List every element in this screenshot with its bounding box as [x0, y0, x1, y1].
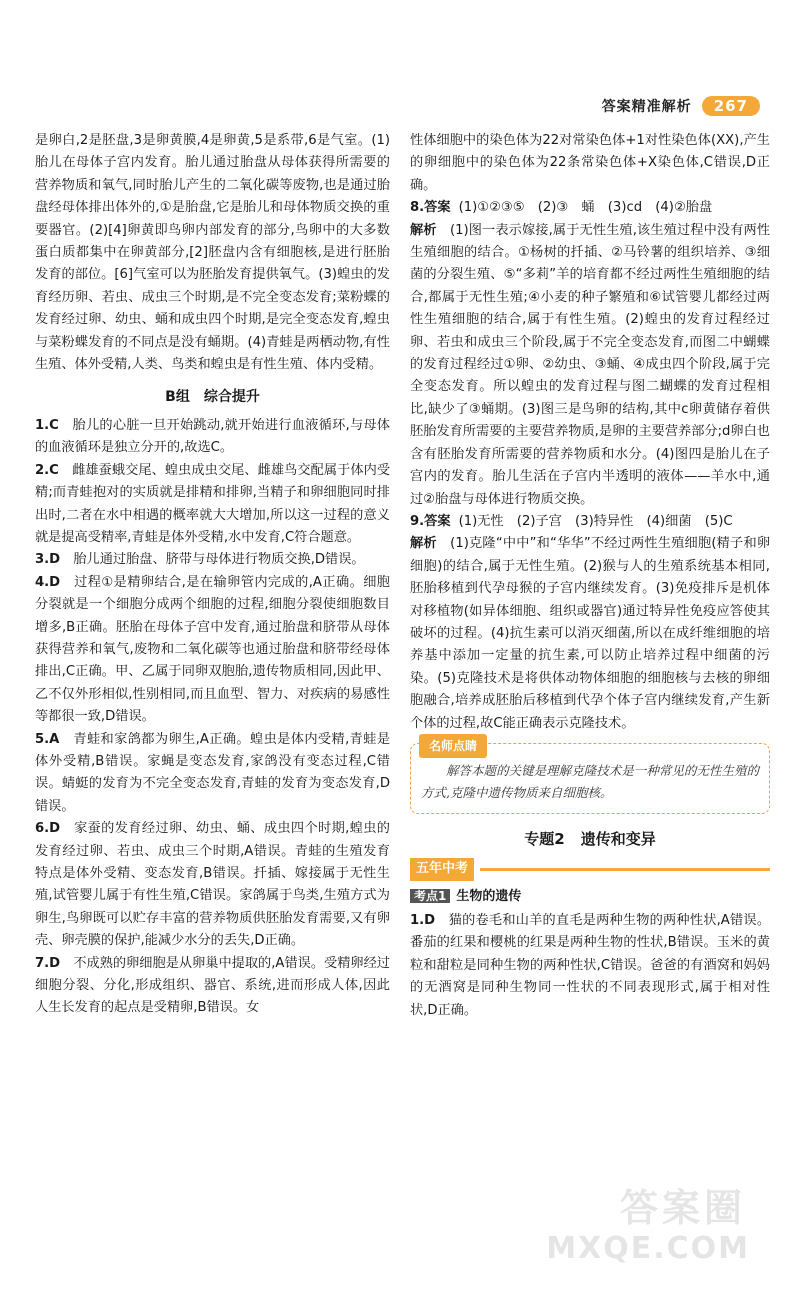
- answer-item: [35, 415, 390, 460]
- item-number: 6.D: [35, 821, 61, 837]
- item-text: 家蚕的发育经过卵、幼虫、蛹、成虫四个时期,蝗虫的发育经过卵、若虫、成虫三个时期,A错误。青蛙的生殖发育特点是体外受精、变态发育,B错误。扦插、嫁接属于无性生殖,试管婴儿属于有性生殖,C错误。家鸽属于鸟类,生殖方式为卵生,鸟卵既可以贮存丰富的营养物质供胚胎发育需要,又有卵壳、卵壳膜的保护,能减少水分的丢失,D正确。: [35, 821, 390, 949]
- answer-item: [35, 460, 390, 550]
- answer-item: [35, 549, 390, 571]
- watermark: [546, 1186, 780, 1286]
- answer-item: [410, 910, 770, 1022]
- tip-text: 解答本题的关键是理解克隆技术是一种常见的无性生殖的方式,克隆中遗传物质来自细胞核。: [421, 762, 759, 801]
- kaodian-title: 生物的遗传: [456, 888, 522, 904]
- answer-item: [35, 729, 390, 819]
- item-number: 3.D: [35, 552, 61, 568]
- item-text: 猫的卷毛和山羊的直毛是两种生物的两种性状,A错误。番茄的红果和樱桃的红果是两种生物的性状,B错误。玉米的黄粒和甜粒是同种生物的两种性状,C错误。爸爸的有酒窝和妈妈的无酒窝是同种生物同一性状的不同表现形式,属于相对性状,D正确。: [410, 913, 771, 1018]
- item-text: 过程①是精卵结合,是在输卵管内完成的,A正确。细胞分裂就是一个细胞分成两个细胞的过程,细胞分裂使细胞数目增多,B正确。胚胎在母体子宫中发育,通过胎盘和脐带从母体获得营养和氧气,废物和二氧化碳等也通过胎盘和脐带经母体排出,C正确。甲、乙属于同卵双胞胎,遗传物质相同,因此甲、乙不仅外形相似,性别相同,而且血型、智力、对疾病的易感性等都很一致,D错误。: [35, 574, 390, 725]
- teacher-tip-box: [410, 738, 770, 814]
- five-year-bar: [410, 858, 770, 880]
- item-text: 雌雄蚕蛾交尾、蝗虫成虫交尾、雌雄鸟交配属于体内受精;而青蛙抱对的实质就是排精和排卵,当精子和卵细胞同时排出时,二者在水中相遇的概率就大大增加,所以这一过程的意义就是提高受精率,青蛙是体外受精,水中发育,C符合题意。: [35, 462, 391, 545]
- item-number: 1.D: [410, 913, 436, 928]
- item-text: 胎儿的心脏一旦开始跳动,就开始进行血液循环,与母体的血液循环是独立分开的,故选C。: [35, 417, 390, 456]
- answer-item: [35, 572, 390, 729]
- answer-item: [35, 953, 390, 1020]
- analysis-text: (1)图一表示嫁接,属于无性生殖,该生殖过程中没有两性生殖细胞的结合。①杨树的扦插、②马铃薯的组织培养、③细菌的分裂生殖、⑤“多莉”羊的培育都不经过两性生殖细胞的结合,都属于无性生殖;④小麦的种子繁殖和⑥试管婴儿都经过两性生殖细胞的结合,属于有性生殖。(2)蝗虫的发育过程经过卵、若虫和成虫三个阶段,属于不完全变态发育,而图二中蝴蝶的发育过程经过①卵、②幼虫、③蛹、④成虫四个阶段,属于完全变态发育。所以蝗虫的发育过程与图二蝴蝶的发育过程相比,缺少了③蛹期。(3)图三是鸟卵的结构,其中c卵黄储存着供胚胎发育所需要的主要营养物质,是卵的主要营养部分;d卵白也含有胚胎发育所需要的营养物质和水分。(4)图四是胎儿在子宫内的发育。胎儿生活在子宫内半透明的液体——羊水中,通过②胎盘与母体进行物质交换。: [410, 222, 771, 507]
- header-title: 答案精准解析: [601, 99, 692, 115]
- analysis-text: (1)克隆“中中”和“华华”不经过两性生殖细胞(精子和卵细胞)的结合,属于无性生殖。(2)猴与人的生殖系统基本相同,胚胎移植到代孕母猴的子宫内继续发育。(3)免疫排斥是机体对移植物(如异体细胞、组织或器官)通过特异性免疫应答使其破坏的过程。(4)抗生素可以消灭细菌,所以在成纤维细胞的培养基中添加一定量的抗生素,可以防止培养过程中细菌的污染。(5)克隆技术是将供体动物体细胞的细胞核与去核的卵细胞融合,培养成胚胎后移植到代孕个体子宫内继续发育,产生新个体的过程,故C能正确表示克隆技术。: [410, 536, 771, 731]
- right-intro-paragraph: 性体细胞中的染色体为22对常染色体+1对性染色体(XX),产生的卵细胞中的染色体为22条常染色体+X染色体,C错误,D正确。: [410, 133, 770, 193]
- answer-label: 8.答案: [410, 200, 451, 216]
- analysis-label: 解析: [410, 222, 437, 238]
- tip-label: 名师点睛: [419, 734, 487, 758]
- right-column: [410, 130, 770, 1022]
- topic-number: 专题2: [524, 829, 565, 848]
- item-number: 1.C: [35, 417, 59, 433]
- item-number: 2.C: [35, 462, 59, 478]
- answer-text: (1)无性 (2)子宫 (3)特异性 (4)细菌 (5)C: [458, 513, 733, 529]
- left-column: [35, 130, 390, 1020]
- section-b-title: B组 综合提升: [165, 389, 260, 406]
- topic-subtitle: 遗传和变异: [580, 829, 656, 848]
- answer-text: (1)①②③⑤ (2)③ 蛹 (3)cd (4)②胎盘: [458, 200, 713, 216]
- topic-title: [410, 828, 770, 850]
- q9-answer: [410, 511, 770, 533]
- divider-line: [480, 868, 770, 871]
- item-text: 胎儿通过胎盘、脐带与母体进行物质交换,D错误。: [73, 552, 365, 568]
- watermark-top: 答案圈: [619, 1186, 746, 1230]
- item-text: 不成熟的卵细胞是从卵巢中提取的,A错误。受精卵经过细胞分裂、分化,形成组织、器官、系统,进而形成人体,因此人生长发育的起点是受精卵,B错误。女: [35, 955, 390, 1016]
- kaodian-heading: [410, 885, 770, 908]
- five-year-label: 五年中考: [410, 858, 474, 880]
- q8-answer: [410, 197, 770, 219]
- analysis-label: 解析: [410, 536, 437, 552]
- answer-item: [35, 818, 390, 952]
- page-header: [602, 96, 760, 116]
- item-number: 5.A: [35, 731, 60, 747]
- q8-analysis: [410, 220, 770, 511]
- page-number: 267: [702, 96, 760, 116]
- item-number: 7.D: [35, 955, 61, 971]
- kaodian-tag: 考点1: [410, 889, 450, 903]
- answer-label: 9.答案: [410, 513, 451, 529]
- item-number: 4.D: [35, 574, 61, 590]
- item-text: 青蛙和家鸽都为卵生,A正确。蝗虫是体内受精,青蛙是体外受精,B错误。家蝇是变态发育,家鸽没有变态过程,C错误。蜻蜓的发育为不完全变态发育,青蛙的发育为变态发育,D错误。: [35, 731, 391, 814]
- watermark-bottom: MXQE.COM: [546, 1231, 750, 1266]
- left-intro-paragraph: 是卵白,2是胚盘,3是卵黄膜,4是卵黄,5是系带,6是气室。(1)胎儿在母体子宫内发育。胎儿通过胎盘从母体获得所需要的营养物质和氧气,同时胎儿产生的二氧化碳等废物,也是通过胎盘经母体排出体外的,①是胎盘,它是胎儿和母体物质交换的重要器官。(2)[4]卵黄即鸟卵内部发育的部分,鸟卵中的大多数蛋白质都集中在卵黄部分,[2]胚盘内含有细胞核,是进行胚胎发育的部位。[6]气室可以为胚胎发育提供氧气。(3)蝗虫的发育经历卵、若虫、成虫三个时期,是不完全变态发育;菜粉蝶的发育经过卵、幼虫、蛹和成虫四个时期,是完全变态发育,蝗虫与菜粉蝶发育的不同点是没有蛹期。(4)青蛙是两栖动物,有性生殖、体外受精,人类、鸟类和蝗虫是有性生殖、体内受精。: [35, 133, 390, 373]
- q9-analysis: [410, 533, 770, 735]
